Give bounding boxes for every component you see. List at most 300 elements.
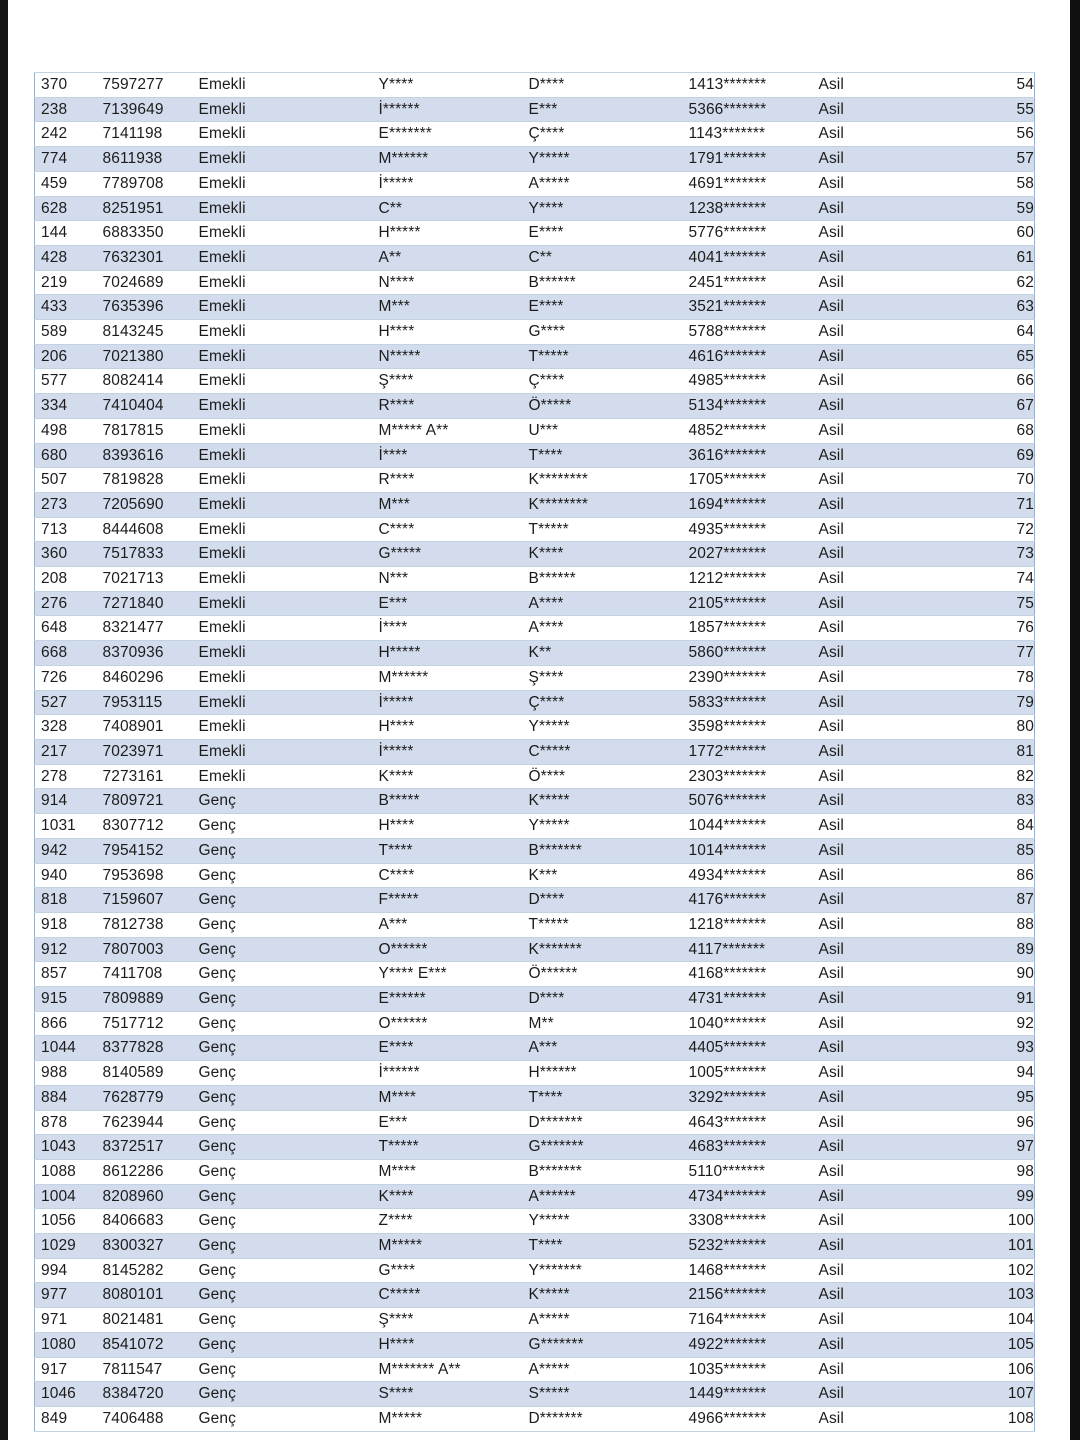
cell-number: 7021380 xyxy=(97,344,193,369)
cell-number: 7809889 xyxy=(97,987,193,1012)
cell-sequence: 81 xyxy=(943,739,1035,764)
cell-number: 8370936 xyxy=(97,641,193,666)
cell-first-name: H***** xyxy=(373,221,523,246)
cell-last-name: B******* xyxy=(523,838,683,863)
table-row[interactable] xyxy=(35,591,1035,616)
cell-status: Genç xyxy=(193,1258,373,1283)
cell-number: 8406683 xyxy=(97,1209,193,1234)
table-row[interactable] xyxy=(35,987,1035,1012)
cell-identity: 4691******* xyxy=(683,171,813,196)
cell-number: 7632301 xyxy=(97,245,193,270)
cell-status: Emekli xyxy=(193,270,373,295)
table-row[interactable] xyxy=(35,221,1035,246)
table-row[interactable] xyxy=(35,542,1035,567)
cell-sequence: 76 xyxy=(943,616,1035,641)
cell-id: 498 xyxy=(35,418,97,443)
table-row[interactable] xyxy=(35,1085,1035,1110)
table-row[interactable] xyxy=(35,517,1035,542)
table-row[interactable] xyxy=(35,320,1035,345)
table-row[interactable] xyxy=(35,369,1035,394)
cell-sequence: 104 xyxy=(943,1308,1035,1333)
table-row[interactable] xyxy=(35,295,1035,320)
cell-status: Emekli xyxy=(193,147,373,172)
cell-number: 8321477 xyxy=(97,616,193,641)
cell-first-name: R**** xyxy=(373,468,523,493)
table-row[interactable] xyxy=(35,344,1035,369)
cell-number: 7517712 xyxy=(97,1011,193,1036)
cell-sequence: 86 xyxy=(943,863,1035,888)
cell-sequence: 92 xyxy=(943,1011,1035,1036)
cell-list-type: Asil xyxy=(813,1011,943,1036)
table-row[interactable] xyxy=(35,1258,1035,1283)
cell-last-name: K*** xyxy=(523,863,683,888)
cell-last-name: K***** xyxy=(523,789,683,814)
cell-list-type: Asil xyxy=(813,1382,943,1407)
cell-last-name: A**** xyxy=(523,616,683,641)
cell-status: Emekli xyxy=(193,492,373,517)
cell-sequence: 82 xyxy=(943,764,1035,789)
cell-sequence: 108 xyxy=(943,1406,1035,1431)
table-row[interactable] xyxy=(35,1357,1035,1382)
table-row[interactable] xyxy=(35,616,1035,641)
cell-first-name: A** xyxy=(373,245,523,270)
cell-status: Emekli xyxy=(193,468,373,493)
cell-list-type: Asil xyxy=(813,1258,943,1283)
cell-number: 8444608 xyxy=(97,517,193,542)
cell-id: 1031 xyxy=(35,814,97,839)
cell-first-name: S**** xyxy=(373,1382,523,1407)
cell-sequence: 99 xyxy=(943,1184,1035,1209)
cell-number: 8377828 xyxy=(97,1036,193,1061)
table-row[interactable] xyxy=(35,1283,1035,1308)
table-row[interactable] xyxy=(35,468,1035,493)
table-row[interactable] xyxy=(35,1406,1035,1431)
cell-identity: 4731******* xyxy=(683,987,813,1012)
cell-status: Genç xyxy=(193,814,373,839)
table-row[interactable] xyxy=(35,1135,1035,1160)
table-row[interactable] xyxy=(35,715,1035,740)
table-row[interactable] xyxy=(35,888,1035,913)
cell-list-type: Asil xyxy=(813,245,943,270)
cell-last-name: K***** xyxy=(523,1283,683,1308)
cell-list-type: Asil xyxy=(813,1283,943,1308)
cell-first-name: İ***** xyxy=(373,739,523,764)
cell-identity: 5232******* xyxy=(683,1234,813,1259)
table-row[interactable] xyxy=(35,1184,1035,1209)
cell-identity: 5366******* xyxy=(683,97,813,122)
cell-status: Genç xyxy=(193,1357,373,1382)
table-row[interactable] xyxy=(35,838,1035,863)
cell-sequence: 63 xyxy=(943,295,1035,320)
cell-sequence: 73 xyxy=(943,542,1035,567)
cell-status: Genç xyxy=(193,888,373,913)
cell-last-name: D**** xyxy=(523,987,683,1012)
cell-list-type: Asil xyxy=(813,1085,943,1110)
cell-identity: 1449******* xyxy=(683,1382,813,1407)
table-row[interactable] xyxy=(35,962,1035,987)
cell-status: Emekli xyxy=(193,567,373,592)
cell-id: 680 xyxy=(35,443,97,468)
cell-identity: 4683******* xyxy=(683,1135,813,1160)
cell-first-name: O****** xyxy=(373,937,523,962)
cell-number: 8300327 xyxy=(97,1234,193,1259)
cell-first-name: M****** xyxy=(373,665,523,690)
cell-first-name: M***** xyxy=(373,1234,523,1259)
cell-id: 1029 xyxy=(35,1234,97,1259)
cell-id: 912 xyxy=(35,937,97,962)
cell-list-type: Asil xyxy=(813,320,943,345)
cell-id: 370 xyxy=(35,73,97,98)
cell-status: Emekli xyxy=(193,97,373,122)
table-row[interactable] xyxy=(35,1332,1035,1357)
cell-status: Genç xyxy=(193,863,373,888)
cell-id: 273 xyxy=(35,492,97,517)
cell-sequence: 72 xyxy=(943,517,1035,542)
cell-list-type: Asil xyxy=(813,97,943,122)
table-row[interactable] xyxy=(35,789,1035,814)
cell-status: Genç xyxy=(193,1209,373,1234)
table-row[interactable] xyxy=(35,1061,1035,1086)
table-row[interactable] xyxy=(35,912,1035,937)
cell-last-name: Ö****** xyxy=(523,962,683,987)
table-row[interactable] xyxy=(35,245,1035,270)
cell-number: 7159607 xyxy=(97,888,193,913)
cell-first-name: T**** xyxy=(373,838,523,863)
table-row[interactable] xyxy=(35,1209,1035,1234)
cell-first-name: İ**** xyxy=(373,616,523,641)
cell-identity: 1044******* xyxy=(683,814,813,839)
cell-id: 208 xyxy=(35,567,97,592)
cell-list-type: Asil xyxy=(813,517,943,542)
table-row[interactable] xyxy=(35,1308,1035,1333)
cell-sequence: 98 xyxy=(943,1159,1035,1184)
cell-last-name: T***** xyxy=(523,344,683,369)
cell-status: Emekli xyxy=(193,739,373,764)
cell-id: 459 xyxy=(35,171,97,196)
table-row[interactable] xyxy=(35,196,1035,221)
cell-last-name: Y***** xyxy=(523,715,683,740)
table-row[interactable] xyxy=(35,270,1035,295)
cell-identity: 5860******* xyxy=(683,641,813,666)
cell-number: 8612286 xyxy=(97,1159,193,1184)
cell-sequence: 89 xyxy=(943,937,1035,962)
cell-sequence: 64 xyxy=(943,320,1035,345)
cell-list-type: Asil xyxy=(813,369,943,394)
cell-last-name: C***** xyxy=(523,739,683,764)
cell-identity: 4405******* xyxy=(683,1036,813,1061)
cell-first-name: Z**** xyxy=(373,1209,523,1234)
cell-sequence: 85 xyxy=(943,838,1035,863)
cell-id: 884 xyxy=(35,1085,97,1110)
cell-identity: 4643******* xyxy=(683,1110,813,1135)
cell-last-name: E**** xyxy=(523,295,683,320)
table-row[interactable] xyxy=(35,418,1035,443)
cell-first-name: C** xyxy=(373,196,523,221)
cell-number: 7517833 xyxy=(97,542,193,567)
cell-list-type: Asil xyxy=(813,715,943,740)
cell-sequence: 58 xyxy=(943,171,1035,196)
cell-list-type: Asil xyxy=(813,789,943,814)
cell-identity: 4734******* xyxy=(683,1184,813,1209)
cell-identity: 1857******* xyxy=(683,616,813,641)
cell-status: Genç xyxy=(193,1184,373,1209)
cell-sequence: 71 xyxy=(943,492,1035,517)
table-row[interactable] xyxy=(35,122,1035,147)
table-row[interactable] xyxy=(35,1382,1035,1407)
cell-identity: 4168******* xyxy=(683,962,813,987)
cell-id: 589 xyxy=(35,320,97,345)
cell-list-type: Asil xyxy=(813,1061,943,1086)
cell-last-name: A*** xyxy=(523,1036,683,1061)
table-row[interactable] xyxy=(35,171,1035,196)
cell-number: 7410404 xyxy=(97,394,193,419)
cell-number: 8251951 xyxy=(97,196,193,221)
cell-id: 1046 xyxy=(35,1382,97,1407)
cell-list-type: Asil xyxy=(813,344,943,369)
table-row[interactable] xyxy=(35,690,1035,715)
cell-first-name: M******* A** xyxy=(373,1357,523,1382)
cell-number: 8140589 xyxy=(97,1061,193,1086)
cell-list-type: Asil xyxy=(813,739,943,764)
table-row[interactable] xyxy=(35,492,1035,517)
cell-id: 668 xyxy=(35,641,97,666)
cell-identity: 2303******* xyxy=(683,764,813,789)
cell-status: Emekli xyxy=(193,369,373,394)
cell-id: 971 xyxy=(35,1308,97,1333)
table-row[interactable] xyxy=(35,1234,1035,1259)
cell-identity: 4117******* xyxy=(683,937,813,962)
table-row[interactable] xyxy=(35,73,1035,98)
cell-first-name: Ş**** xyxy=(373,1308,523,1333)
cell-last-name: Y**** xyxy=(523,196,683,221)
table-row[interactable] xyxy=(35,97,1035,122)
cell-sequence: 77 xyxy=(943,641,1035,666)
cell-list-type: Asil xyxy=(813,196,943,221)
cell-id: 988 xyxy=(35,1061,97,1086)
cell-number: 7024689 xyxy=(97,270,193,295)
cell-first-name: F***** xyxy=(373,888,523,913)
cell-first-name: G***** xyxy=(373,542,523,567)
cell-first-name: İ***** xyxy=(373,171,523,196)
cell-sequence: 103 xyxy=(943,1283,1035,1308)
cell-sequence: 65 xyxy=(943,344,1035,369)
cell-sequence: 83 xyxy=(943,789,1035,814)
cell-sequence: 62 xyxy=(943,270,1035,295)
cell-list-type: Asil xyxy=(813,838,943,863)
table-row[interactable] xyxy=(35,1011,1035,1036)
cell-identity: 3292******* xyxy=(683,1085,813,1110)
cell-status: Genç xyxy=(193,1283,373,1308)
cell-first-name: M***** xyxy=(373,1406,523,1431)
cell-list-type: Asil xyxy=(813,122,943,147)
cell-number: 8393616 xyxy=(97,443,193,468)
table-row[interactable] xyxy=(35,443,1035,468)
cell-identity: 2156******* xyxy=(683,1283,813,1308)
cell-list-type: Asil xyxy=(813,468,943,493)
cell-id: 206 xyxy=(35,344,97,369)
cell-last-name: K******* xyxy=(523,937,683,962)
cell-list-type: Asil xyxy=(813,221,943,246)
cell-sequence: 55 xyxy=(943,97,1035,122)
cell-id: 428 xyxy=(35,245,97,270)
cell-number: 7139649 xyxy=(97,97,193,122)
cell-status: Genç xyxy=(193,838,373,863)
cell-identity: 1468******* xyxy=(683,1258,813,1283)
cell-last-name: T***** xyxy=(523,517,683,542)
cell-number: 7953115 xyxy=(97,690,193,715)
cell-number: 6883350 xyxy=(97,221,193,246)
cell-first-name: E*** xyxy=(373,591,523,616)
cell-first-name: K**** xyxy=(373,1184,523,1209)
table-row[interactable] xyxy=(35,739,1035,764)
cell-sequence: 91 xyxy=(943,987,1035,1012)
table-row[interactable] xyxy=(35,1159,1035,1184)
cell-status: Emekli xyxy=(193,542,373,567)
cell-last-name: T***** xyxy=(523,912,683,937)
table-row[interactable] xyxy=(35,1036,1035,1061)
cell-id: 994 xyxy=(35,1258,97,1283)
cell-last-name: A****** xyxy=(523,1184,683,1209)
cell-status: Emekli xyxy=(193,690,373,715)
cell-number: 7623944 xyxy=(97,1110,193,1135)
cell-identity: 5076******* xyxy=(683,789,813,814)
cell-id: 648 xyxy=(35,616,97,641)
cell-identity: 4922******* xyxy=(683,1332,813,1357)
cell-sequence: 106 xyxy=(943,1357,1035,1382)
cell-sequence: 59 xyxy=(943,196,1035,221)
cell-number: 8080101 xyxy=(97,1283,193,1308)
cell-first-name: H**** xyxy=(373,1332,523,1357)
cell-number: 7141198 xyxy=(97,122,193,147)
cell-identity: 5776******* xyxy=(683,221,813,246)
cell-status: Emekli xyxy=(193,171,373,196)
cell-id: 334 xyxy=(35,394,97,419)
cell-id: 849 xyxy=(35,1406,97,1431)
cell-list-type: Asil xyxy=(813,567,943,592)
cell-last-name: D******* xyxy=(523,1110,683,1135)
cell-number: 7807003 xyxy=(97,937,193,962)
table-row[interactable] xyxy=(35,937,1035,962)
cell-first-name: R**** xyxy=(373,394,523,419)
cell-sequence: 74 xyxy=(943,567,1035,592)
cell-id: 818 xyxy=(35,888,97,913)
cell-first-name: B***** xyxy=(373,789,523,814)
cell-list-type: Asil xyxy=(813,394,943,419)
table-row[interactable] xyxy=(35,814,1035,839)
cell-list-type: Asil xyxy=(813,492,943,517)
scan-edge-left xyxy=(0,0,8,1440)
table-row[interactable] xyxy=(35,863,1035,888)
cell-status: Emekli xyxy=(193,295,373,320)
cell-number: 7819828 xyxy=(97,468,193,493)
cell-id: 942 xyxy=(35,838,97,863)
cell-list-type: Asil xyxy=(813,641,943,666)
cell-last-name: Ç**** xyxy=(523,369,683,394)
cell-first-name: K**** xyxy=(373,764,523,789)
cell-list-type: Asil xyxy=(813,1184,943,1209)
cell-number: 8143245 xyxy=(97,320,193,345)
table-row[interactable] xyxy=(35,665,1035,690)
cell-identity: 2390******* xyxy=(683,665,813,690)
cell-number: 7817815 xyxy=(97,418,193,443)
cell-sequence: 88 xyxy=(943,912,1035,937)
cell-identity: 1143******* xyxy=(683,122,813,147)
cell-sequence: 56 xyxy=(943,122,1035,147)
cell-first-name: İ****** xyxy=(373,1061,523,1086)
cell-status: Genç xyxy=(193,1308,373,1333)
table-row[interactable] xyxy=(35,567,1035,592)
cell-id: 878 xyxy=(35,1110,97,1135)
cell-list-type: Asil xyxy=(813,1308,943,1333)
cell-status: Genç xyxy=(193,1159,373,1184)
cell-last-name: A***** xyxy=(523,1357,683,1382)
table-row[interactable] xyxy=(35,147,1035,172)
cell-sequence: 96 xyxy=(943,1110,1035,1135)
cell-last-name: E*** xyxy=(523,97,683,122)
cell-first-name: C**** xyxy=(373,517,523,542)
cell-id: 219 xyxy=(35,270,97,295)
cell-last-name: K**** xyxy=(523,542,683,567)
cell-number: 7953698 xyxy=(97,863,193,888)
cell-list-type: Asil xyxy=(813,912,943,937)
cell-id: 866 xyxy=(35,1011,97,1036)
cell-identity: 1218******* xyxy=(683,912,813,937)
cell-id: 527 xyxy=(35,690,97,715)
cell-list-type: Asil xyxy=(813,147,943,172)
cell-list-type: Asil xyxy=(813,418,943,443)
cell-id: 242 xyxy=(35,122,97,147)
cell-id: 726 xyxy=(35,665,97,690)
cell-id: 1004 xyxy=(35,1184,97,1209)
cell-first-name: A*** xyxy=(373,912,523,937)
cell-number: 7273161 xyxy=(97,764,193,789)
cell-sequence: 68 xyxy=(943,418,1035,443)
cell-id: 914 xyxy=(35,789,97,814)
cell-list-type: Asil xyxy=(813,987,943,1012)
table-row[interactable] xyxy=(35,1110,1035,1135)
table-row[interactable] xyxy=(35,764,1035,789)
cell-status: Emekli xyxy=(193,344,373,369)
cell-number: 7628779 xyxy=(97,1085,193,1110)
cell-number: 8460296 xyxy=(97,665,193,690)
cell-list-type: Asil xyxy=(813,591,943,616)
cell-status: Emekli xyxy=(193,221,373,246)
cell-sequence: 80 xyxy=(943,715,1035,740)
cell-first-name: İ****** xyxy=(373,97,523,122)
cell-id: 507 xyxy=(35,468,97,493)
cell-sequence: 90 xyxy=(943,962,1035,987)
cell-last-name: E**** xyxy=(523,221,683,246)
cell-list-type: Asil xyxy=(813,1332,943,1357)
cell-number: 7205690 xyxy=(97,492,193,517)
cell-id: 1044 xyxy=(35,1036,97,1061)
cell-last-name: U*** xyxy=(523,418,683,443)
cell-status: Emekli xyxy=(193,73,373,98)
cell-sequence: 61 xyxy=(943,245,1035,270)
cell-identity: 4935******* xyxy=(683,517,813,542)
cell-status: Genç xyxy=(193,789,373,814)
cell-identity: 1035******* xyxy=(683,1357,813,1382)
cell-list-type: Asil xyxy=(813,665,943,690)
cell-first-name: M*** xyxy=(373,492,523,517)
cell-list-type: Asil xyxy=(813,1234,943,1259)
cell-identity: 4852******* xyxy=(683,418,813,443)
table-row[interactable] xyxy=(35,394,1035,419)
cell-status: Emekli xyxy=(193,641,373,666)
cell-sequence: 95 xyxy=(943,1085,1035,1110)
cell-list-type: Asil xyxy=(813,764,943,789)
table-row[interactable] xyxy=(35,641,1035,666)
